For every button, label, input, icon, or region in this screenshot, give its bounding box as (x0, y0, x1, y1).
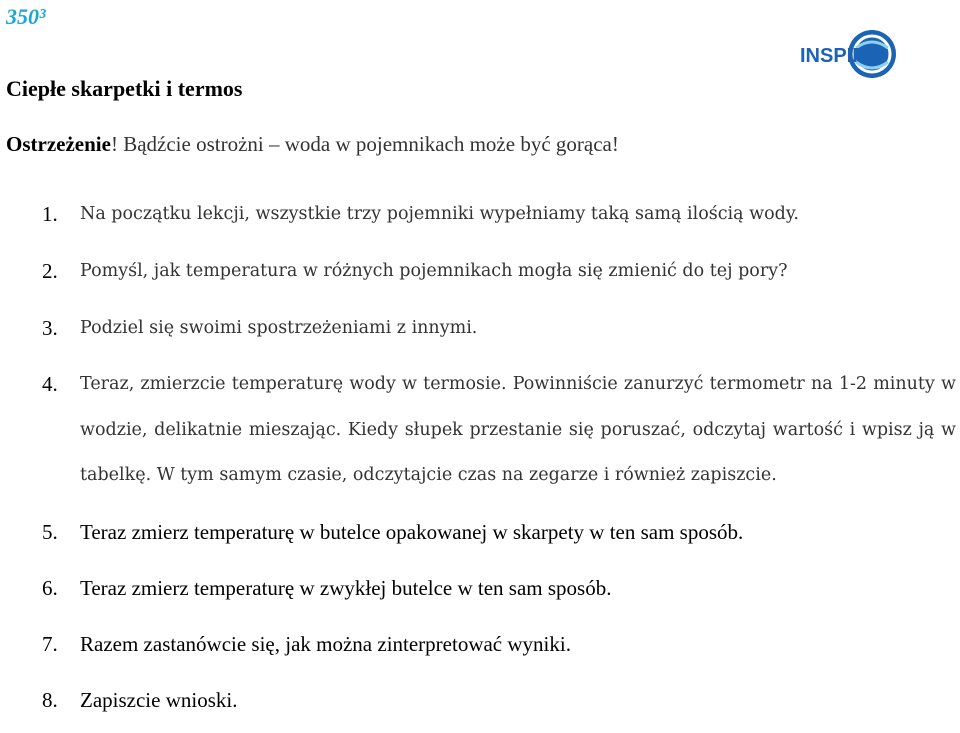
step-text: Teraz zmierz temperaturę w butelce opakowanej w skarpety w ten sam sposób. (80, 519, 744, 544)
warning-label: Ostrzeżenie (6, 132, 111, 156)
step-text: Pomyśl, jak temperatura w różnych pojemnikach mogła się zmienić do tej pory? (80, 261, 788, 281)
inspire-logo (800, 26, 900, 84)
logo-text: INSPIRE (800, 45, 881, 67)
step-number: 8. (42, 687, 58, 712)
step-text: Na początku lekcji, wszystkie trzy pojemniki wypełniamy taką samą ilością wody. (80, 204, 799, 224)
step-number: 5. (42, 519, 58, 544)
warning-text: ! Bądźcie ostrożni – woda w pojemnikach może być gorąca! (110, 132, 619, 156)
step-number: 3. (42, 316, 58, 340)
step-text: Teraz zmierz temperaturę w zwykłej butelce w ten sam sposób. (80, 575, 612, 600)
list-item (6, 243, 956, 300)
step-number: 4. (42, 372, 58, 396)
list-item (6, 560, 956, 616)
steps-list (6, 186, 956, 728)
warning (6, 132, 619, 157)
title: Ciepłe skarpetki i termos (6, 76, 243, 101)
step-number: 7. (42, 631, 58, 656)
list-item (6, 616, 956, 672)
list-item (6, 504, 956, 560)
page-number: 350³ (6, 4, 46, 29)
list-item (6, 357, 956, 504)
step-text: Teraz, zmierzcie temperaturę wody w termosie. Powinniście zanurzyć termometr na 1-2 minuty w wodzie, delikatnie mieszając. Kiedy słupek przestanie się poruszać, odczytaj wartość i wpisz ją w tabelkę. W tym samym czasie, odczytajcie czas na zegarze i również zapiszcie. (80, 374, 956, 485)
step-number: 6. (42, 575, 58, 600)
step-number: 1. (42, 202, 58, 226)
list-item (6, 672, 956, 728)
list-item (6, 300, 956, 357)
step-text: Zapiszcie wnioski. (80, 687, 238, 712)
step-number: 2. (42, 259, 58, 283)
step-text: Podziel się swoimi spostrzeżeniami z innymi. (80, 318, 478, 338)
list-item (6, 186, 956, 243)
step-text: Razem zastanówcie się, jak można zinterpretować wyniki. (80, 631, 571, 656)
